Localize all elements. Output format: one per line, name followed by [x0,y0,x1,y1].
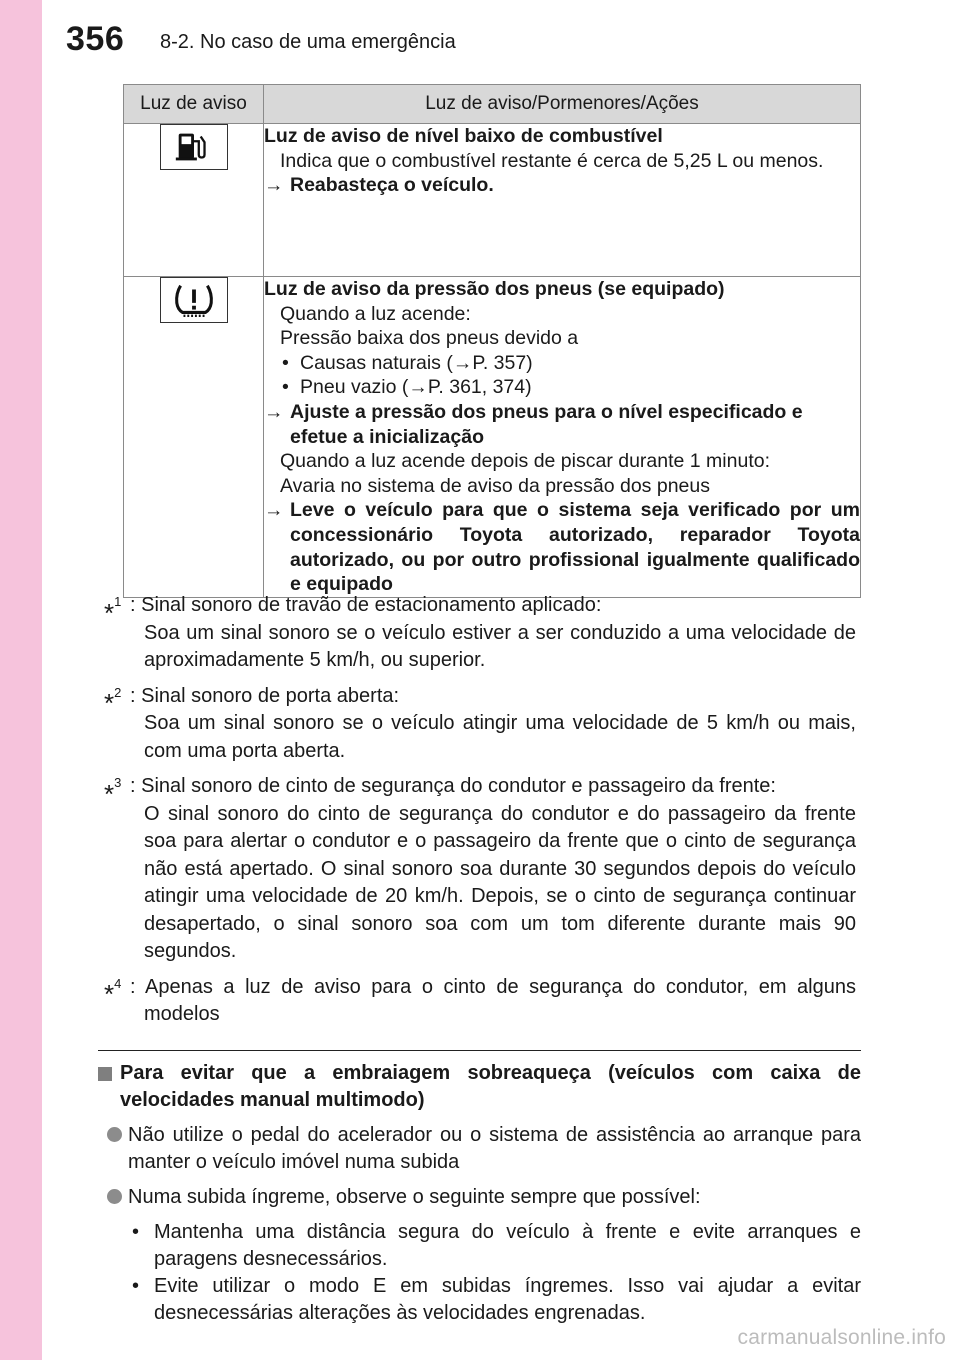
table-row-fuel [124,124,861,277]
tire-text-light-after-blinking: Quando a luz acende depois de piscar durante 1 minuto: [280,450,770,473]
arrow-icon: → [264,174,284,197]
footnote-marker: *$^2$ [104,684,122,719]
section-title: 8-2. No caso de uma emergência [160,31,456,53]
fuel-warning-action: → Reabasteça o veículo. [264,174,494,197]
sub-list [98,1219,861,1327]
sub-list-item: • Evite utilizar o modo E em subidas íngremes. Isso vai ajudar a evitar desnecessárias alterações às velocidades engrenadas. [98,1273,861,1327]
footnote-text: Soa um sinal sonoro se o veículo atingir uma velocidade de 5 km/h ou mais, com uma porta aberta. [144,712,856,762]
tire-bullet-flat-tire: • Pneu vazio (→P. 361, 374) [280,375,860,400]
tire-pressure-description [264,277,861,598]
list-item: Não utilize o pedal do acelerador ou o sistema de assistência ao arranque para manter o veículo imóvel numa subida [98,1122,861,1176]
circle-bullet-icon [107,1127,122,1142]
circle-bullet-icon [107,1189,122,1204]
footnote-3 [104,773,856,966]
table-header-row [124,85,861,124]
footnote-1 [104,592,856,675]
tire-text-light-on: Quando a luz acende: [280,302,471,325]
header-warning-light: Luz de aviso [124,85,264,124]
footnote-title: : Sinal sonoro de travão de estacionamento aplicado: [130,594,602,616]
tire-bullet-natural-causes: • Causas naturais (→P. 357) [280,351,860,376]
fuel-warning-title: Luz de aviso de nível baixo de combustível [264,125,663,147]
footnote-title: : Sinal sonoro de porta aberta: [130,684,400,707]
footnote-2 [104,683,856,766]
tire-action-dealer: → Leve o veículo para que o sistema seja verificado por um concessionário Toyota autorizado, reparador Toyota autorizado, ou por outro profissional igualmente qualificado e equipado [264,499,860,596]
tire-pressure-icon [160,277,228,323]
tire-text-system-fault: Avaria no sistema de aviso da pressão dos pneus [280,474,710,497]
footnote-title: : Apenas a luz de aviso para o cinto de segurança do condutor, em alguns modelos [130,975,856,1025]
page-number: 356 [66,20,125,58]
sub-list-item: • Mantenha uma distância segura do veículo à frente e evite arranques e paragens desnecessários. [98,1219,861,1273]
tire-text-low-pressure: Pressão baixa dos pneus devido a [280,327,579,350]
tire-pressure-title: Luz de aviso da pressão dos pneus (se equipado) [264,278,725,300]
footnotes [104,592,856,1037]
list-item: Numa subida íngreme, observe o seguinte sempre que possível: [98,1184,861,1211]
fuel-warning-text: Indica que o combustível restante é cerca de 5,25 L ou menos. [280,149,824,172]
side-color-band [0,0,42,1360]
table-row-tire-pressure [124,277,861,598]
watermark: carmanualsonline.info [737,1326,946,1349]
fuel-pump-icon [160,124,228,170]
icon-cell [124,124,264,277]
footnote-4 [104,974,856,1029]
footnote-text: Soa um sinal sonoro se o veículo estiver a ser conduzido a uma velocidade de aproximadamente 5 km/h, ou superior. [144,621,856,671]
section-divider [98,1050,861,1051]
icon-cell [124,277,264,598]
header-details-actions: Luz de aviso/Pormenores/Ações [264,85,861,124]
arrow-icon: → [264,499,284,522]
clutch-overheat-section [98,1060,861,1327]
footnote-text: O sinal sonoro do cinto de segurança do condutor e do passageiro da frente soa para alertar o condutor e o passageiro da frente que o cinto de segurança não está apertado. O sinal sonoro soa durante 30 segundos depois do veículo atingir uma velocidade de 20 km/h. Depois, se o cinto de segurança continuar desapertado, o sinal sonoro soa com um tom diferente durante mais 90 segundos. [144,802,856,962]
tire-action-adjust: → Ajuste a pressão dos pneus para o nível especificado e efetue a inicialização [264,400,803,448]
square-bullet-icon [98,1067,112,1081]
footnote-marker: *$^3$ [104,775,122,809]
section-heading: Para evitar que a embraiagem sobreaqueça (veículos com caixa de velocidades manual multimodo) [98,1060,861,1114]
footnote-title: : Sinal sonoro de cinto de segurança do condutor e passageiro da frente: [130,775,776,797]
footnote-marker: *$^4$ [104,975,122,1010]
warning-lights-table [123,84,861,598]
arrow-icon: → [264,400,284,423]
fuel-warning-description [264,124,861,277]
footnote-marker: *$^1$ [104,594,122,628]
